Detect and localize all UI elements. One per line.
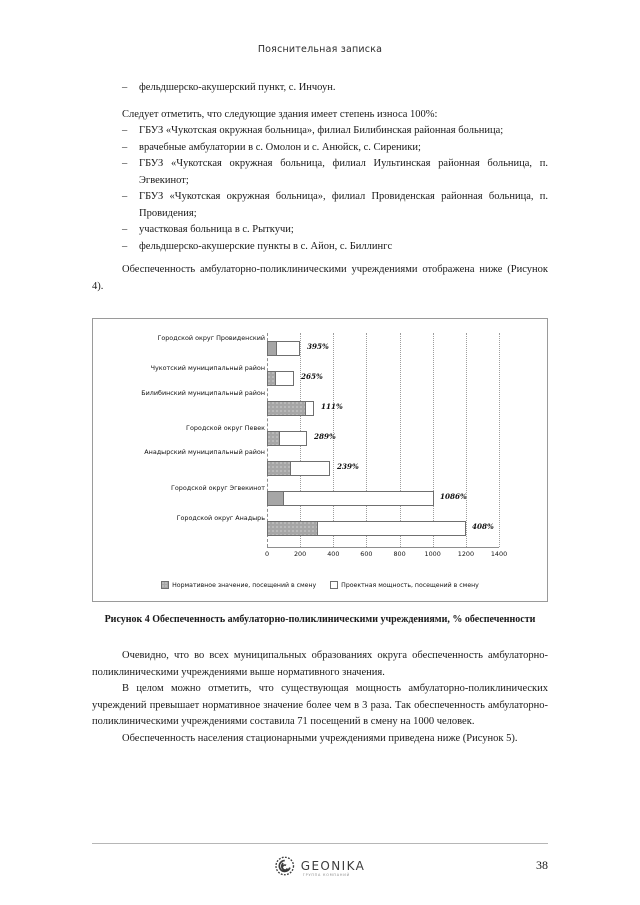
list-item bbox=[92, 140, 548, 157]
document-body bbox=[92, 80, 548, 295]
dash-bullet: – bbox=[122, 240, 128, 252]
legend-item-project bbox=[330, 581, 479, 589]
chart-x-tick: 400 bbox=[327, 550, 340, 558]
chart-bar-value: 408% bbox=[472, 522, 494, 531]
chart-category-label: Городской округ Провиденский bbox=[157, 334, 265, 342]
chart-category-label: Билибинский муниципальный район bbox=[141, 389, 265, 397]
list-main bbox=[92, 123, 548, 255]
chart-category-label: Городской округ Анадырь bbox=[176, 514, 265, 522]
chart-x-tick: 1200 bbox=[457, 550, 475, 558]
figure-chart-container bbox=[92, 318, 548, 602]
chart-bar-normative bbox=[267, 341, 277, 356]
intro-paragraph: Следует отметить, что следующие здания имеет степень износа 100%: bbox=[122, 108, 438, 120]
chart-category-label: Городской округ Эгвекинот bbox=[171, 484, 265, 492]
brand-logo bbox=[275, 856, 366, 876]
list-top bbox=[92, 80, 548, 97]
page-footer bbox=[92, 852, 548, 892]
chart-gridline bbox=[433, 333, 434, 547]
chart-bar-value: 1086% bbox=[440, 492, 467, 501]
chart-bar-normative bbox=[267, 491, 284, 506]
brand-name: GEONIKA bbox=[300, 859, 366, 873]
chart-bar-value: 289% bbox=[314, 432, 336, 441]
legend-label: Проектная мощность, посещений в смену bbox=[341, 581, 479, 589]
chart-gridline bbox=[400, 333, 401, 547]
list-item-text: ГБУЗ «Чукотская окружная больница», филиал Провиденская районная больница, п. Провидения; bbox=[139, 191, 548, 219]
tail-paragraph-2: В целом можно отметить, что существующая мощность амбулаторно-поликлинических учреждений превышает нормативное значение более чем в 3 раза. Так обеспеченность амбулаторно-поликлиническими учреждениями составила 71 посещений в смену на 1000 человек. bbox=[92, 683, 548, 727]
chart-category-label: Городской округ Певек bbox=[186, 424, 265, 432]
chart-bar-normative bbox=[267, 431, 280, 446]
chart-bar-normative bbox=[267, 371, 276, 386]
dash-bullet: – bbox=[122, 125, 128, 136]
legend-swatch-icon bbox=[330, 581, 338, 589]
list-item bbox=[92, 156, 548, 189]
chart-gridline bbox=[499, 333, 500, 547]
footer-divider bbox=[92, 843, 548, 844]
list-item-text: врачебные амбулатории в с. Омолон и с. Анюйск, с. Сиреники; bbox=[139, 141, 421, 153]
page-number: 38 bbox=[536, 858, 548, 872]
legend-label: Нормативное значение, посещений в смену bbox=[172, 581, 317, 589]
list-item bbox=[92, 123, 548, 140]
chart-gridline bbox=[466, 333, 467, 547]
legend-item-normative bbox=[161, 581, 316, 589]
chart-bar-project bbox=[267, 491, 434, 506]
tail-paragraph-1: Очевидно, что во всех муниципальных образованиях округа обеспеченность амбулаторно-поликлиническими учреждениями выше нормативного значения. bbox=[92, 650, 548, 678]
paragraph-before-figure: Обеспеченность амбулаторно-поликлиническими учреждениями отображена ниже (Рисунок 4). bbox=[92, 264, 548, 292]
list-item-text: ГБУЗ «Чукотская окружная больница», филиал Билибинская районная больница; bbox=[139, 125, 504, 136]
tail-paragraph-3: Обеспеченность населения стационарными учреждениями приведена ниже (Рисунок 5). bbox=[122, 732, 518, 744]
dash-bullet: – bbox=[122, 158, 128, 169]
chart-x-tick: 1400 bbox=[490, 550, 508, 558]
list-item-text: ГБУЗ «Чукотская окружная больница, филиал Иультинская районная больница, п. Эгвекинот; bbox=[139, 158, 548, 186]
list-item-text: фельдшерско-акушерский пункт, с. Инчоун. bbox=[139, 82, 336, 93]
list-item bbox=[92, 80, 548, 97]
list-item bbox=[92, 239, 548, 256]
list-item-text: фельдшерско-акушерские пункты в с. Айон, с. Биллингс bbox=[139, 240, 393, 252]
chart-legend bbox=[93, 581, 547, 589]
list-item bbox=[92, 222, 548, 239]
chart-x-tick: 800 bbox=[393, 550, 406, 558]
chart-bar-normative bbox=[267, 521, 318, 536]
chart-x-axis bbox=[267, 547, 499, 548]
legend-swatch-icon bbox=[161, 581, 169, 589]
chart-bar-normative bbox=[267, 461, 291, 476]
chart-plot-area bbox=[264, 333, 508, 558]
dash-bullet: – bbox=[122, 191, 128, 202]
dash-bullet: – bbox=[122, 141, 128, 153]
chart-gridline bbox=[366, 333, 367, 547]
document-tail bbox=[92, 648, 548, 747]
dash-bullet: – bbox=[122, 224, 128, 235]
chart-x-tick: 1000 bbox=[424, 550, 441, 558]
bar-chart bbox=[93, 319, 547, 601]
chart-x-tick: 600 bbox=[360, 550, 373, 558]
dash-bullet: – bbox=[122, 82, 128, 93]
chart-bar-value: 111% bbox=[321, 402, 343, 411]
chart-x-tick: 0 bbox=[264, 550, 270, 558]
chart-category-label: Чукотский муниципальный район bbox=[150, 364, 265, 372]
chart-bar-value: 265% bbox=[301, 372, 323, 381]
list-item-text: участковая больница в с. Рыткучи; bbox=[139, 224, 294, 235]
chart-category-label: Анадырский муниципальный район bbox=[144, 448, 265, 456]
list-item bbox=[92, 189, 548, 222]
chart-bar-normative bbox=[267, 401, 306, 416]
brand-tagline: ГРУППА КОМПАНИЙ bbox=[302, 873, 350, 877]
spiral-logo-icon bbox=[275, 856, 295, 876]
chart-bar-value: 239% bbox=[337, 462, 359, 471]
chart-x-tick: 200 bbox=[293, 550, 307, 558]
running-head: Пояснительная записка bbox=[257, 44, 383, 55]
chart-bar-value: 395% bbox=[307, 342, 329, 351]
figure-caption: Рисунок 4 Обеспеченность амбулаторно-поликлиническими учреждениями, % обеспеченности bbox=[104, 614, 536, 625]
